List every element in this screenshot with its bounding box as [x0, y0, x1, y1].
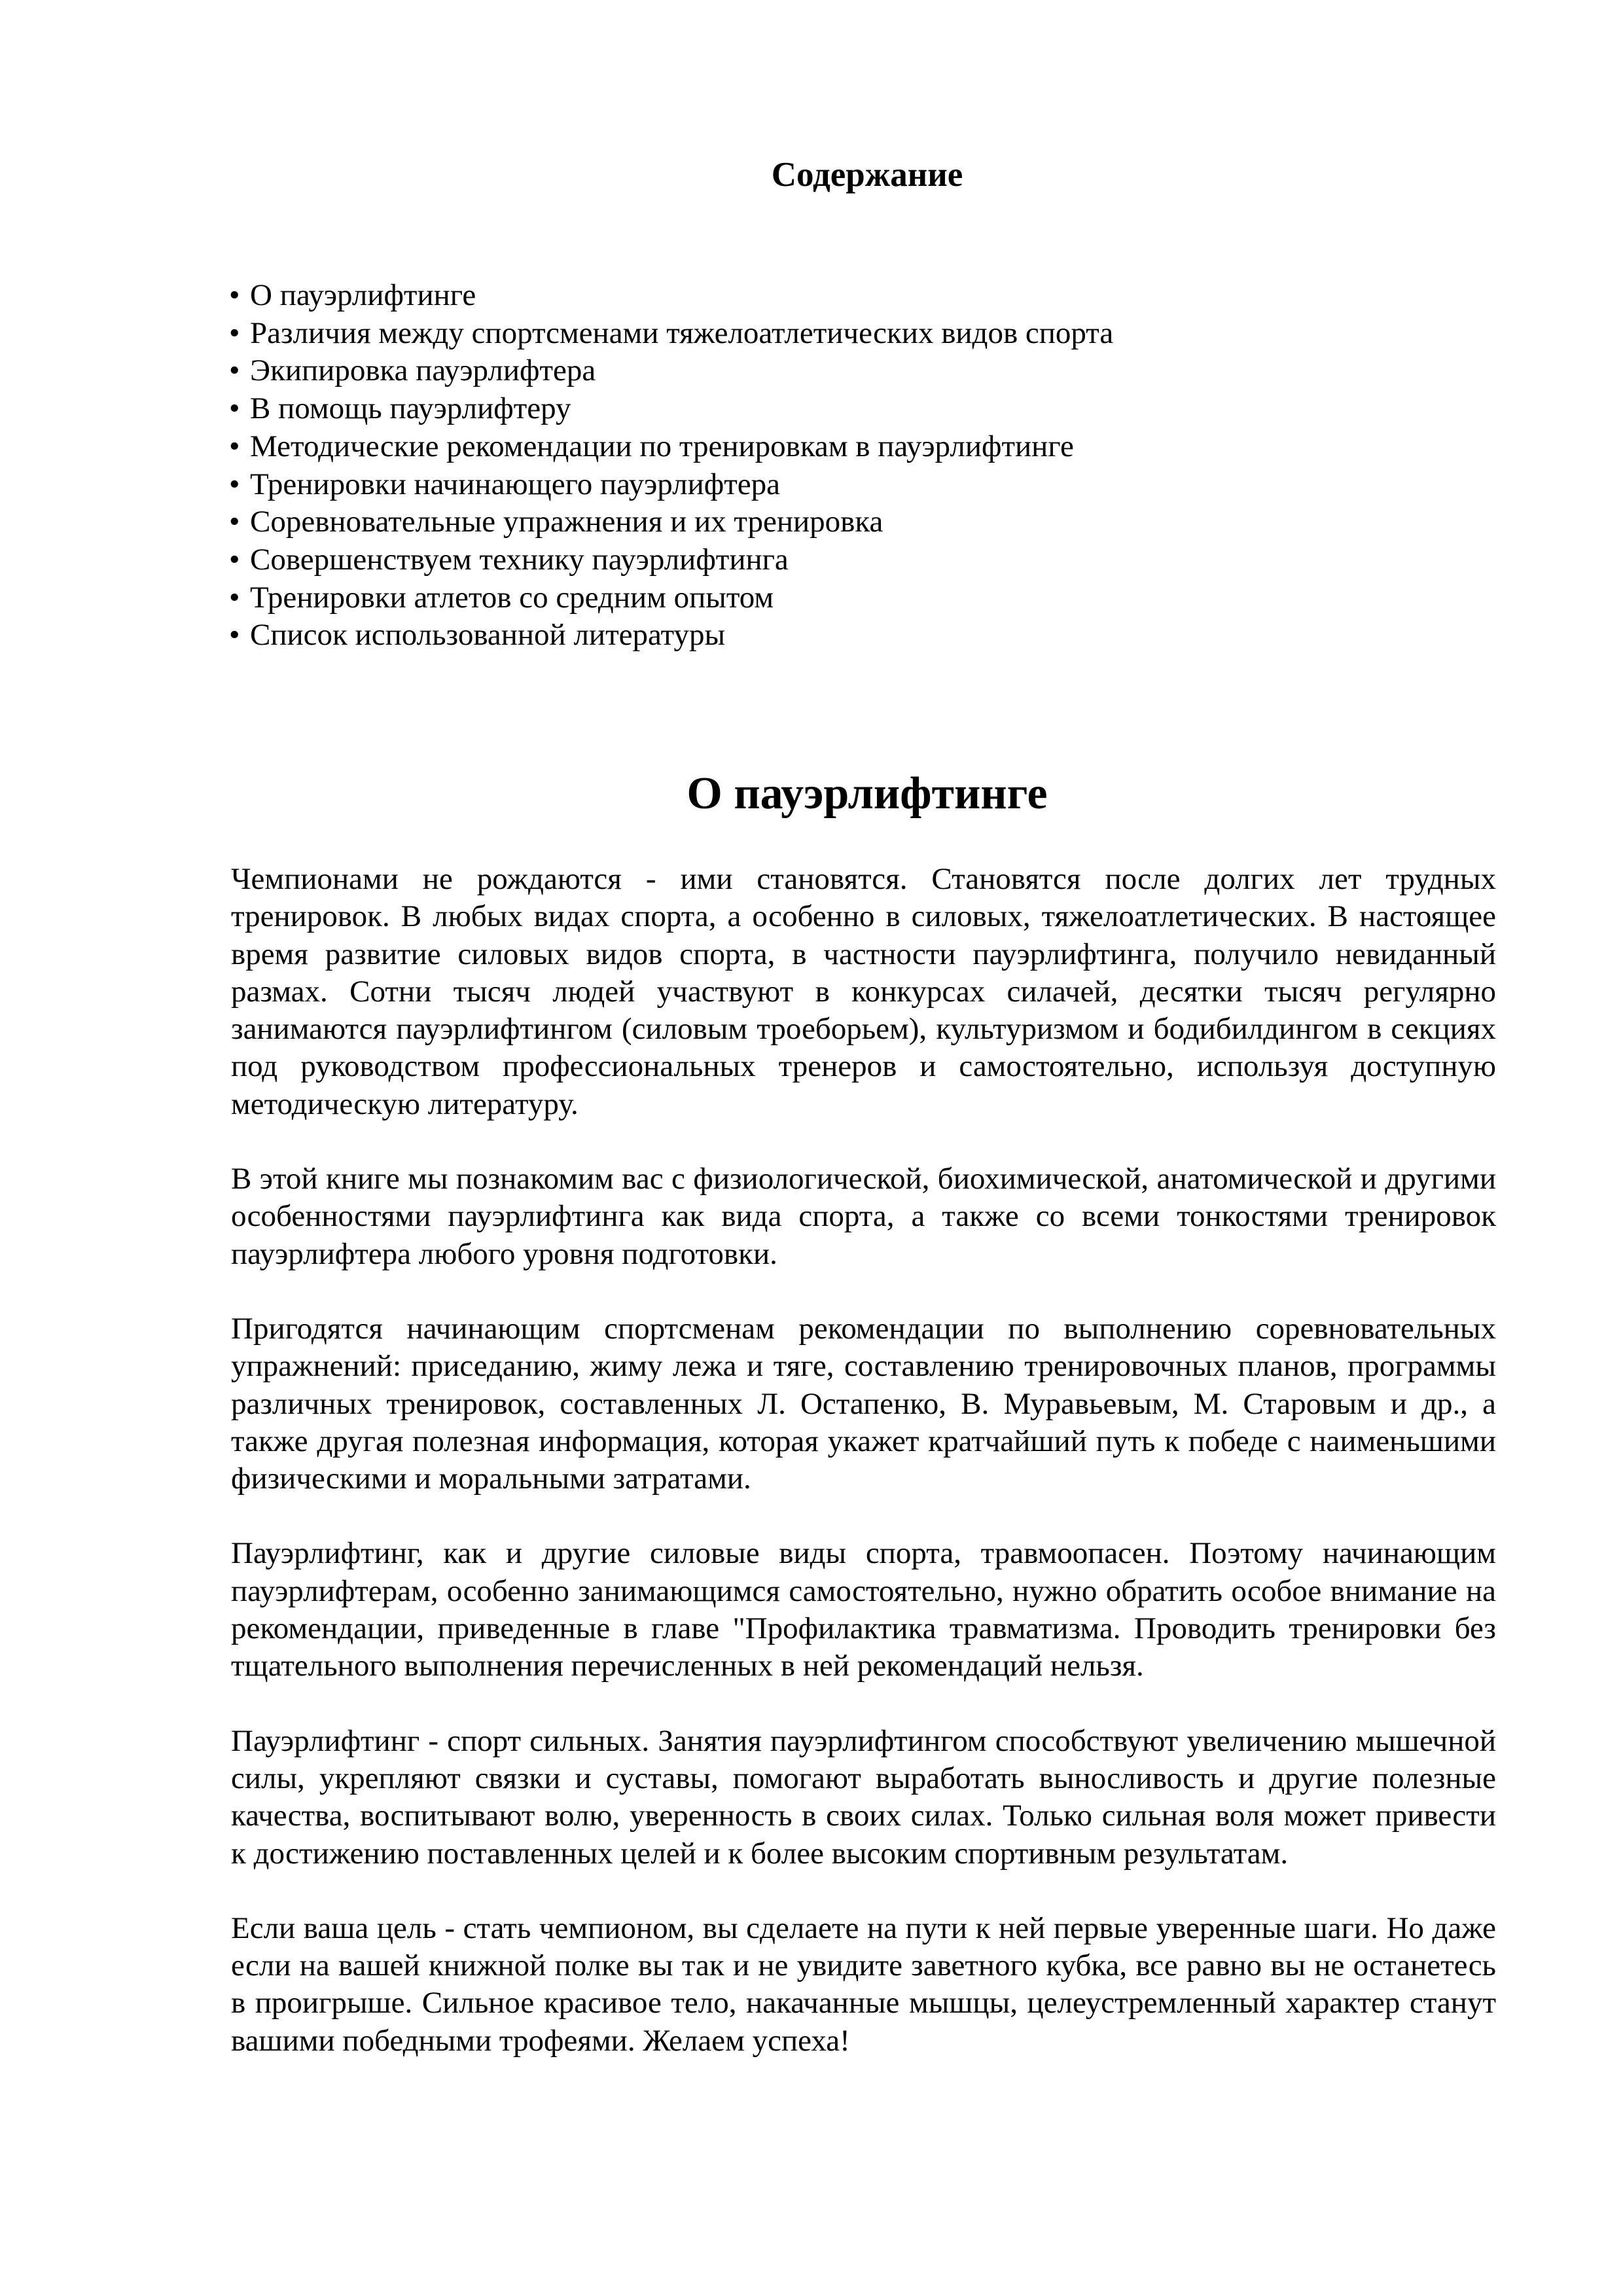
body-paragraph: Пауэрлифтинг - спорт сильных. Занятия пауэрлифтингом способствуют увеличению мышечной силы, укрепляют связки и суставы, помогают выработать выносливость и другие полезные качества, воспитывают волю, уверенность в своих силах. Только сильная воля может привести к достижению поставленных целей и к более высоким спортивным результатам. [231, 1723, 1496, 1871]
toc-item [229, 277, 1113, 315]
bullet-icon: • [229, 467, 240, 501]
bullet-icon: • [229, 353, 240, 388]
toc-item [229, 352, 1113, 390]
toc-item-label: О пауэрлифтинге [250, 278, 476, 312]
toc-item-label: Методические рекомендации по тренировкам в пауэрлифтинге [250, 429, 1074, 463]
bullet-icon: • [229, 278, 240, 312]
toc-item-label: Экипировка пауэрлифтера [250, 353, 596, 388]
body-paragraph: Если ваша цель - стать чемпионом, вы сделаете на пути к ней первые уверенные шаги. Но даже если на вашей книжной полке вы так и не увидите заветного кубка, все равно вы не останетесь в проигрыше. Сильное красивое тело, накачанные мышцы, целеустремленный характер станут вашими победными трофеями. Желаем успеха! [231, 1910, 1496, 2058]
toc-item [229, 466, 1113, 504]
toc-item [229, 579, 1113, 617]
toc-item-label: Совершенствуем технику пауэрлифтинга [250, 542, 789, 577]
toc-item-label: В помощь пауэрлифтеру [250, 391, 571, 426]
bullet-icon: • [229, 429, 240, 463]
toc-item [229, 315, 1113, 353]
toc-item [229, 617, 1113, 655]
body-paragraph: Пауэрлифтинг, как и другие силовые виды спорта, травмоопасен. Поэтому начинающим пауэрлифтерам, особенно занимающимся самостоятельно, нужно обратить особое внимание на рекомендации, приведенные в главе "Профилактика травматизма. Проводить тренировки без тщательного выполнения перечисленных в ней рекомендаций нельзя. [231, 1536, 1496, 1683]
bullet-icon: • [229, 580, 240, 615]
body-paragraph: В этой книге мы познакомим вас с физиологической, биохимической, анатомической и другими особенностями пауэрлифтинга как вида спорта, а также со всеми тонкостями тренировок пауэрлифтера любого уровня подготовки. [231, 1162, 1496, 1271]
bullet-icon: • [229, 542, 240, 577]
toc-list [229, 277, 1113, 655]
body-paragraph: Чемпионами не рождаются - ими становятся. Становятся после долгих лет трудных тренировок. В любых видах спорта, а особенно в силовых, тяжелоатлетических. В настоящее время развитие силовых видов спорта, в частности пауэрлифтинга, получило невиданный размах. Сотни тысяч людей участвуют в конкурсах силачей, десятки тысяч регулярно занимаются пауэрлифтингом (силовым троеборьем), культуризмом и бодибилдингом в секциях под руководством профессиональных тренеров и самостоятельно, используя доступную методическую литературу. [231, 862, 1496, 1121]
toc-item-label: Тренировки начинающего пауэрлифтера [250, 467, 780, 501]
bullet-icon: • [229, 505, 240, 539]
toc-item [229, 541, 1113, 579]
body-paragraph: Пригодятся начинающим спортсменам рекомендации по выполнению соревновательных упражнений: приседанию, жиму лежа и тяге, составлению тренировочных планов, программы различных тренировок, составленных Л. Остапенко, В. Муравьевым, М. Старовым и др., а также другая полезная информация, которая укажет кратчайший путь к победе с наименьшими физическими и моральными затратами. [231, 1311, 1496, 1496]
toc-item-label: Соревновательные упражнения и их тренировка [250, 505, 883, 539]
toc-item [229, 428, 1113, 466]
toc-item-label: Список использованной литературы [250, 618, 726, 653]
toc-item [229, 390, 1113, 428]
section-body [231, 861, 1496, 2097]
toc-item-label: Различия между спортсменами тяжелоатлетических видов спорта [250, 315, 1114, 350]
section-title: О пауэрлифтинге [687, 768, 1048, 819]
toc-item-label: Тренировки атлетов со средним опытом [250, 580, 774, 615]
toc-title: Содержание [771, 156, 963, 194]
bullet-icon: • [229, 618, 240, 653]
bullet-icon: • [229, 391, 240, 426]
toc-item [229, 503, 1113, 541]
bullet-icon: • [229, 315, 240, 350]
